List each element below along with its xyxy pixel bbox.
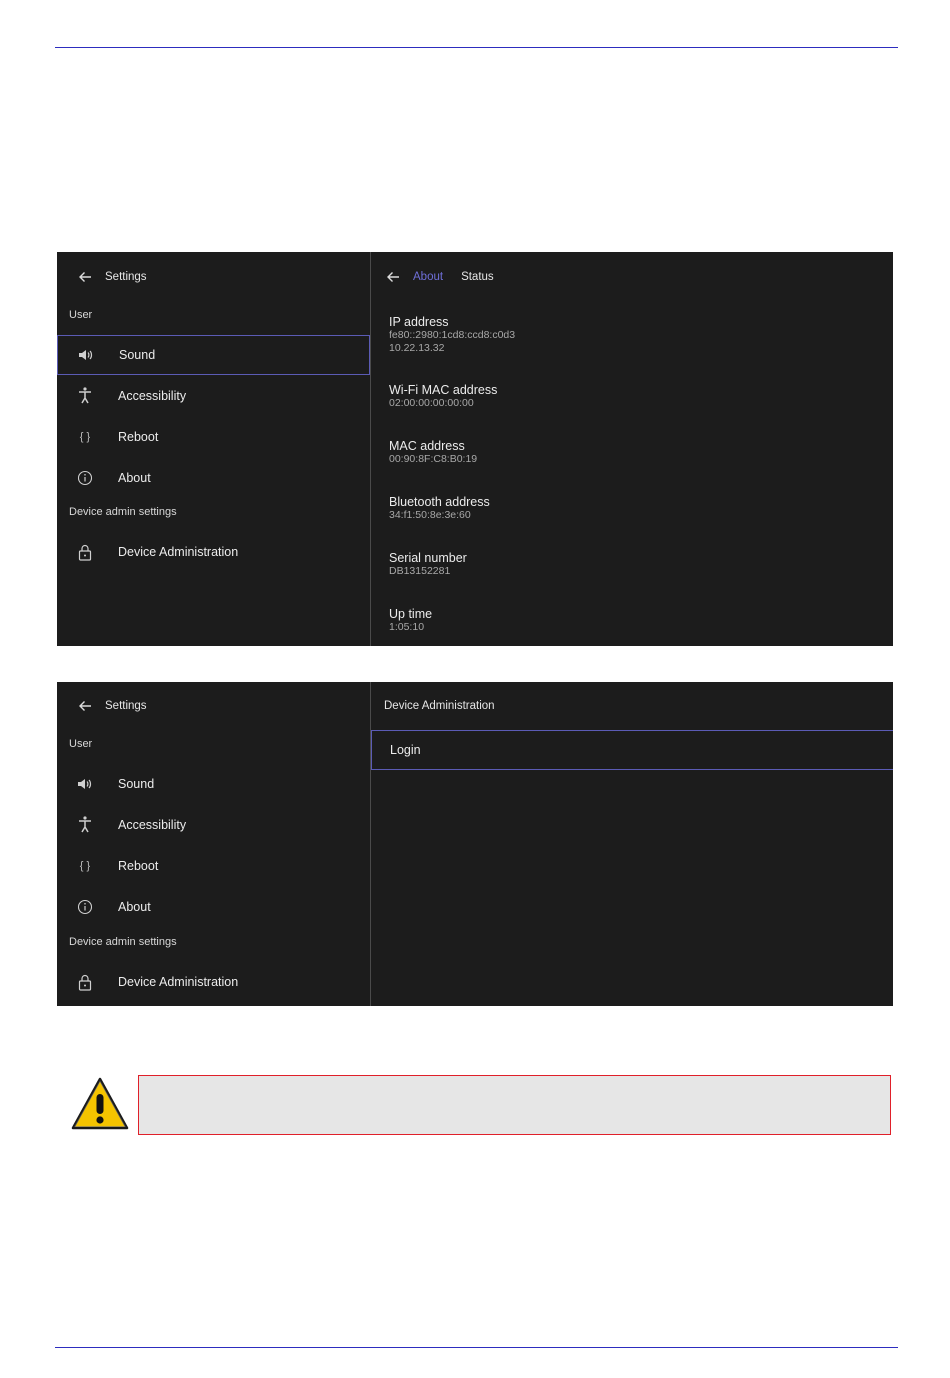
section-label-device-admin: Device admin settings	[69, 936, 177, 948]
speaker-icon	[78, 347, 94, 363]
settings-sidebar	[57, 682, 371, 1006]
back-arrow-icon[interactable]	[77, 269, 93, 285]
field-value: 34:f1:50:8e:3e:60	[389, 509, 471, 521]
warning-icon	[70, 1076, 130, 1132]
sidebar-item-device-administration[interactable]	[57, 962, 370, 1002]
sidebar-item-label: Sound	[119, 348, 156, 362]
sidebar-item-label: About	[118, 900, 151, 914]
about-status-panel	[371, 252, 893, 646]
field-value: 02:00:00:00:00:00	[389, 397, 474, 409]
login-label: Login	[390, 743, 421, 757]
field-value: fe80::2980:1cd8:ccd8:c0d3	[389, 329, 516, 341]
speaker-icon	[77, 776, 93, 792]
section-label-user: User	[69, 309, 93, 321]
lock-icon	[77, 544, 93, 560]
field-value: 10.22.13.32	[389, 342, 445, 354]
accessibility-icon	[77, 817, 93, 833]
sidebar-item-label: About	[118, 471, 151, 485]
braces-icon: { }	[79, 431, 91, 443]
sidebar-item-label: Accessibility	[118, 818, 187, 832]
sidebar-item-accessibility[interactable]	[57, 376, 370, 416]
field-value: 1:05:10	[389, 621, 425, 633]
sidebar-item-label: Sound	[118, 777, 155, 791]
sidebar-item-device-administration[interactable]	[57, 532, 370, 572]
warning-note-box	[138, 1075, 891, 1135]
back-arrow-icon[interactable]	[77, 698, 93, 714]
section-label-device-admin: Device admin settings	[69, 506, 177, 518]
settings-about-screenshot	[57, 252, 893, 646]
sidebar-title: Settings	[105, 271, 147, 283]
field-value: 00:90:8F:C8:B0:19	[389, 453, 478, 465]
sidebar-item-about[interactable]	[57, 458, 370, 498]
field-value: DB13152281	[389, 565, 451, 577]
header-rule	[55, 47, 898, 48]
sidebar-item-about[interactable]	[57, 887, 370, 927]
accessibility-icon	[77, 388, 93, 404]
device-administration-panel	[371, 682, 893, 1006]
sidebar-item-sound[interactable]	[57, 764, 370, 804]
field-title: Bluetooth address	[389, 495, 490, 509]
panel-header	[371, 695, 893, 717]
section-label-user: User	[69, 738, 93, 750]
sidebar-item-reboot[interactable]	[57, 417, 370, 457]
field-title: Wi-Fi MAC address	[389, 383, 498, 397]
field-title: Serial number	[389, 551, 467, 565]
lock-icon	[77, 974, 93, 990]
back-arrow-icon[interactable]	[385, 269, 401, 285]
sidebar-header	[57, 695, 370, 717]
braces-icon: { }	[79, 860, 91, 872]
field-serial-number	[389, 551, 467, 578]
field-title: Up time	[389, 607, 433, 621]
sidebar-item-label: Reboot	[118, 859, 159, 873]
field-wifi-mac-address	[389, 383, 497, 410]
panel-title: Device Administration	[384, 700, 495, 712]
footer-rule	[55, 1347, 898, 1348]
field-ip-address	[389, 315, 515, 355]
sidebar-item-label: Device Administration	[118, 975, 239, 989]
settings-sidebar	[57, 252, 371, 646]
info-icon	[77, 899, 93, 915]
field-title: IP address	[389, 315, 449, 329]
sidebar-item-label: Accessibility	[118, 389, 187, 403]
sidebar-item-reboot[interactable]	[57, 846, 370, 886]
login-item[interactable]	[371, 730, 893, 770]
sidebar-item-label: Device Administration	[118, 545, 239, 559]
status-header	[371, 266, 893, 288]
sidebar-item-sound[interactable]	[57, 335, 370, 375]
sidebar-item-accessibility[interactable]	[57, 805, 370, 845]
settings-device-admin-screenshot	[57, 682, 893, 1006]
info-icon	[77, 470, 93, 486]
field-bluetooth-address	[389, 495, 490, 522]
field-up-time	[389, 607, 432, 634]
sidebar-header	[57, 266, 370, 288]
sidebar-title: Settings	[105, 700, 147, 712]
sidebar-item-label: Reboot	[118, 430, 159, 444]
field-mac-address	[389, 439, 477, 466]
breadcrumb-about[interactable]: About	[413, 271, 444, 283]
breadcrumb-status: Status	[461, 271, 494, 283]
field-title: MAC address	[389, 439, 465, 453]
